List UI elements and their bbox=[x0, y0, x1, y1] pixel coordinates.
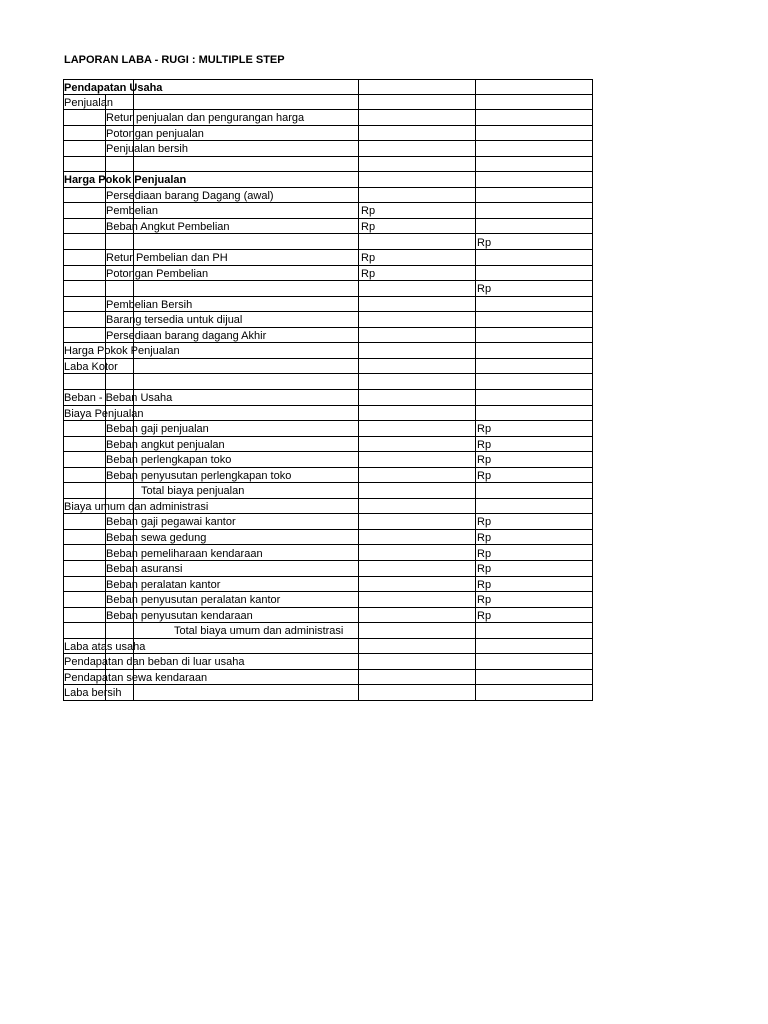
row-label: Pembelian bbox=[106, 205, 158, 218]
table-row bbox=[63, 608, 593, 624]
table-row bbox=[63, 297, 593, 313]
amount-cell-2: Rp bbox=[477, 547, 492, 560]
table-row bbox=[63, 639, 593, 655]
row-label: Biaya Penjualan bbox=[64, 407, 144, 420]
table-row bbox=[63, 468, 593, 484]
table-row bbox=[63, 514, 593, 530]
table-row bbox=[63, 235, 593, 251]
row-label: Pendapatan dan beban di luar usaha bbox=[64, 656, 245, 669]
table-row bbox=[63, 79, 593, 95]
table-row bbox=[63, 670, 593, 686]
table-row bbox=[63, 406, 593, 422]
table-row bbox=[63, 250, 593, 266]
table-row bbox=[63, 654, 593, 670]
row-label: Beban penyusutan perlengkapan toko bbox=[106, 469, 292, 482]
row-label: Total biaya umum dan administrasi bbox=[174, 625, 344, 638]
row-label: Barang tersedia untuk dijual bbox=[106, 314, 243, 327]
table-row bbox=[63, 390, 593, 406]
amount-cell-1: Rp bbox=[361, 220, 376, 233]
amount-cell-1: Rp bbox=[361, 267, 376, 280]
row-label: Laba bersih bbox=[64, 687, 122, 700]
table-row bbox=[63, 126, 593, 142]
row-label: Beban penyusutan kendaraan bbox=[106, 609, 253, 622]
row-label: Penjualan bersih bbox=[106, 143, 188, 156]
table-row bbox=[63, 157, 593, 173]
table-row bbox=[63, 685, 593, 701]
table-row bbox=[63, 266, 593, 282]
table-row bbox=[63, 328, 593, 344]
table-row bbox=[63, 592, 593, 608]
row-label: Beban peralatan kantor bbox=[106, 578, 221, 591]
amount-cell-2: Rp bbox=[477, 438, 492, 451]
table-row bbox=[63, 343, 593, 359]
row-label: Potongan penjualan bbox=[106, 127, 204, 140]
amount-cell-1: Rp bbox=[361, 252, 376, 265]
table-row bbox=[63, 483, 593, 499]
table-row bbox=[63, 546, 593, 562]
row-label: Beban penyusutan peralatan kantor bbox=[106, 594, 281, 607]
row-label: Pendapatan sewa kendaraan bbox=[64, 671, 208, 684]
amount-cell-2: Rp bbox=[477, 531, 492, 544]
row-label: Biaya umum dan administrasi bbox=[64, 500, 209, 513]
amount-cell-2: Rp bbox=[477, 236, 492, 249]
table-row bbox=[63, 499, 593, 515]
amount-cell-2: Rp bbox=[477, 594, 492, 607]
amount-cell-2: Rp bbox=[477, 578, 492, 591]
table-row bbox=[63, 437, 593, 453]
table-row bbox=[63, 374, 593, 390]
table-row bbox=[63, 188, 593, 204]
row-label: Persediaan barang dagang Akhir bbox=[106, 329, 267, 342]
table-row bbox=[63, 312, 593, 328]
amount-cell-2: Rp bbox=[477, 516, 492, 529]
row-label: Laba Kotor bbox=[64, 360, 118, 373]
row-label: Total biaya penjualan bbox=[141, 485, 245, 498]
table-row bbox=[63, 110, 593, 126]
amount-cell-2: Rp bbox=[477, 563, 492, 576]
row-label: Potongan Pembelian bbox=[106, 267, 209, 280]
row-label: Harga Pokok Penjualan bbox=[64, 174, 187, 187]
table-row bbox=[63, 95, 593, 111]
row-label: Beban pemeliharaan kendaraan bbox=[106, 547, 263, 560]
table-row bbox=[63, 219, 593, 235]
table-row bbox=[63, 561, 593, 577]
table-row bbox=[63, 141, 593, 157]
row-label: Beban angkut penjualan bbox=[106, 438, 225, 451]
row-label: Laba atas usaha bbox=[64, 640, 146, 653]
table-row bbox=[63, 530, 593, 546]
table-row bbox=[63, 577, 593, 593]
amount-cell-2: Rp bbox=[477, 609, 492, 622]
table-row bbox=[63, 623, 593, 639]
row-label: Beban - Beban Usaha bbox=[64, 392, 173, 404]
row-label: Pendapatan Usaha bbox=[64, 82, 163, 94]
table-row bbox=[63, 359, 593, 375]
row-label: Penjualan bbox=[64, 96, 113, 109]
amount-cell-2: Rp bbox=[477, 454, 492, 467]
amount-cell-2: Rp bbox=[477, 283, 492, 296]
row-label: Beban sewa gedung bbox=[106, 531, 207, 544]
table-row bbox=[63, 203, 593, 219]
row-label: Beban asuransi bbox=[106, 563, 183, 576]
row-label: Pembelian Bersih bbox=[106, 298, 193, 311]
report-title: LAPORAN LABA - RUGI : MULTIPLE STEP bbox=[64, 54, 285, 66]
income-statement-table bbox=[63, 79, 593, 701]
table-row bbox=[63, 281, 593, 297]
row-label: Harga Pokok Penjualan bbox=[64, 345, 180, 358]
row-label: Persediaan barang Dagang (awal) bbox=[106, 189, 274, 202]
row-label: Beban gaji penjualan bbox=[106, 423, 209, 436]
row-label: Beban Angkut Pembelian bbox=[106, 220, 230, 233]
row-label: Retur penjualan dan pengurangan harga bbox=[106, 112, 305, 125]
row-label: Retur Pembelian dan PH bbox=[106, 252, 228, 265]
amount-cell-1: Rp bbox=[361, 205, 376, 218]
row-label: Beban gaji pegawai kantor bbox=[106, 516, 236, 529]
table-row bbox=[63, 172, 593, 188]
table-row bbox=[63, 452, 593, 468]
amount-cell-2: Rp bbox=[477, 423, 492, 436]
row-label: Beban perlengkapan toko bbox=[106, 454, 232, 467]
table-row bbox=[63, 421, 593, 437]
amount-cell-2: Rp bbox=[477, 469, 492, 482]
